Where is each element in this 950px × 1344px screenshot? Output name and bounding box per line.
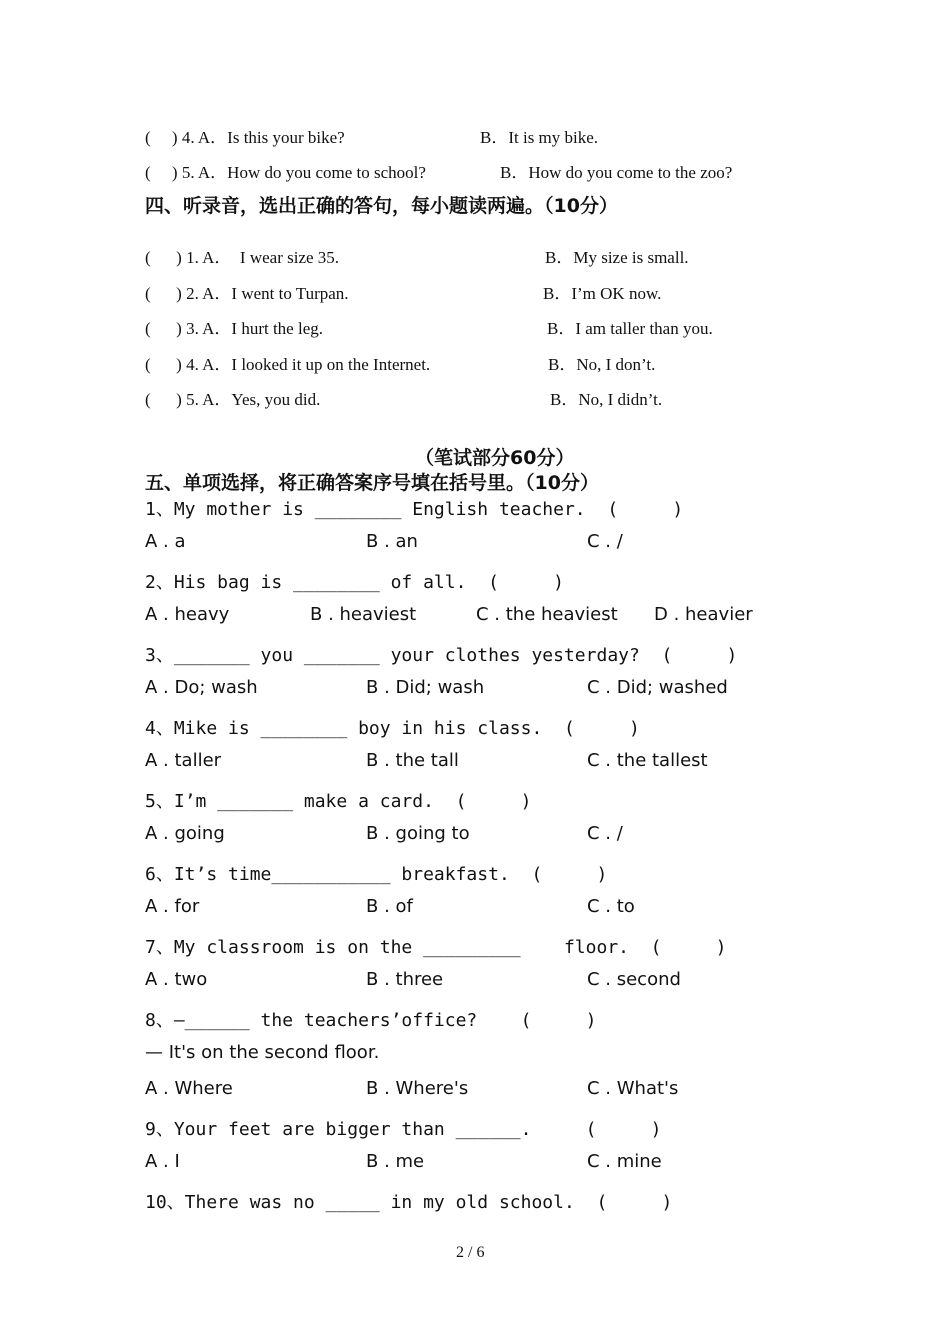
option-c: C . / bbox=[587, 823, 623, 844]
option-a: A . taller bbox=[145, 750, 222, 771]
option-b: B．How do you come to the zoo? bbox=[500, 163, 733, 182]
option-b: B．No, I don’t. bbox=[548, 355, 656, 374]
option-a: A . two bbox=[145, 969, 208, 990]
page-number: 2 / 6 bbox=[456, 1244, 485, 1261]
option-c: C . / bbox=[587, 531, 623, 552]
listen-item-5 bbox=[145, 158, 426, 183]
option-b: B．It is my bike. bbox=[480, 128, 599, 147]
option-b: B．I’m OK now. bbox=[543, 284, 662, 303]
listen-item: ( ) 2. A．I went to Turpan. bbox=[145, 284, 349, 303]
option-b: B．My size is small. bbox=[545, 248, 689, 267]
option-c: C . to bbox=[587, 896, 635, 917]
question-10: 10、There was no _____ in my old school. ( ) bbox=[145, 1192, 673, 1213]
option-c: C . What's bbox=[587, 1078, 679, 1099]
listen-item: ( ) 3. A．I hurt the leg. bbox=[145, 319, 323, 338]
option-b: B . Did; wash bbox=[366, 677, 485, 698]
question-6: 6、It’s time___________ breakfast. ( ) bbox=[145, 864, 608, 885]
option-c: C . Did; washed bbox=[587, 677, 728, 698]
question-8: 8、—______ the teachers’office? ( ) bbox=[145, 1010, 597, 1031]
option-b: B．I am taller than you. bbox=[547, 319, 713, 338]
question-text: ( ) 5. A．How do you come to school? bbox=[145, 163, 426, 182]
question-1: 1、My mother is ________ English teacher. ( ) bbox=[145, 499, 684, 520]
option-a: A . going bbox=[145, 823, 225, 844]
option-a: A . for bbox=[145, 896, 200, 917]
question-7: 7、My classroom is on the _________ floor. ( ) bbox=[145, 937, 727, 958]
option-a: A . Where bbox=[145, 1078, 233, 1099]
option-a: A . Do; wash bbox=[145, 677, 258, 698]
section5-title: 五、单项选择，将正确答案序号填在括号里。（10分） bbox=[145, 472, 599, 494]
option-b: B．No, I didn’t. bbox=[550, 390, 663, 409]
question-text: ( ) 4. A．Is this your bike? bbox=[145, 128, 345, 147]
option-c: C . mine bbox=[587, 1151, 662, 1172]
option-b: B . an bbox=[366, 531, 418, 552]
option-c: C . the tallest bbox=[587, 750, 708, 771]
question-3: 3、_______ you _______ your clothes yesterday? ( ) bbox=[145, 645, 738, 666]
question-9: 9、Your feet are bigger than ______. ( ) bbox=[145, 1119, 662, 1140]
listen-item: ( ) 4. A．I looked it up on the Internet. bbox=[145, 355, 431, 374]
question-4: 4、Mike is ________ boy in his class. ( ) bbox=[145, 718, 640, 739]
option-b: B . of bbox=[366, 896, 413, 917]
option-b: B . me bbox=[366, 1151, 425, 1172]
option-a: A . heavy bbox=[145, 604, 230, 625]
question-5: 5、I’m _______ make a card. ( ) bbox=[145, 791, 532, 812]
option-c: C . second bbox=[587, 969, 681, 990]
option-b: B . heaviest bbox=[310, 604, 417, 625]
option-c: C . the heaviest bbox=[476, 604, 618, 625]
option-a: A . a bbox=[145, 531, 186, 552]
answer-line: — It's on the second floor. bbox=[145, 1042, 380, 1063]
option-b: B . three bbox=[366, 969, 444, 990]
listen-item: ( ) 5. A．Yes, you did. bbox=[145, 390, 321, 409]
option-b: B . Where's bbox=[366, 1078, 469, 1099]
option-a: A . I bbox=[145, 1151, 180, 1172]
option-d: D . heavier bbox=[654, 604, 753, 625]
option-b: B . the tall bbox=[366, 750, 459, 771]
listen-item: ( ) 1. A． I wear size 35. bbox=[145, 248, 340, 267]
written-part-label: （笔试部分60分） bbox=[415, 447, 575, 469]
listen-item-4 bbox=[145, 123, 345, 148]
question-2: 2、His bag is ________ of all. ( ) bbox=[145, 572, 564, 593]
option-b: B . going to bbox=[366, 823, 470, 844]
section4-title: 四、听录音，选出正确的答句，每小题读两遍。（10分） bbox=[145, 195, 618, 217]
